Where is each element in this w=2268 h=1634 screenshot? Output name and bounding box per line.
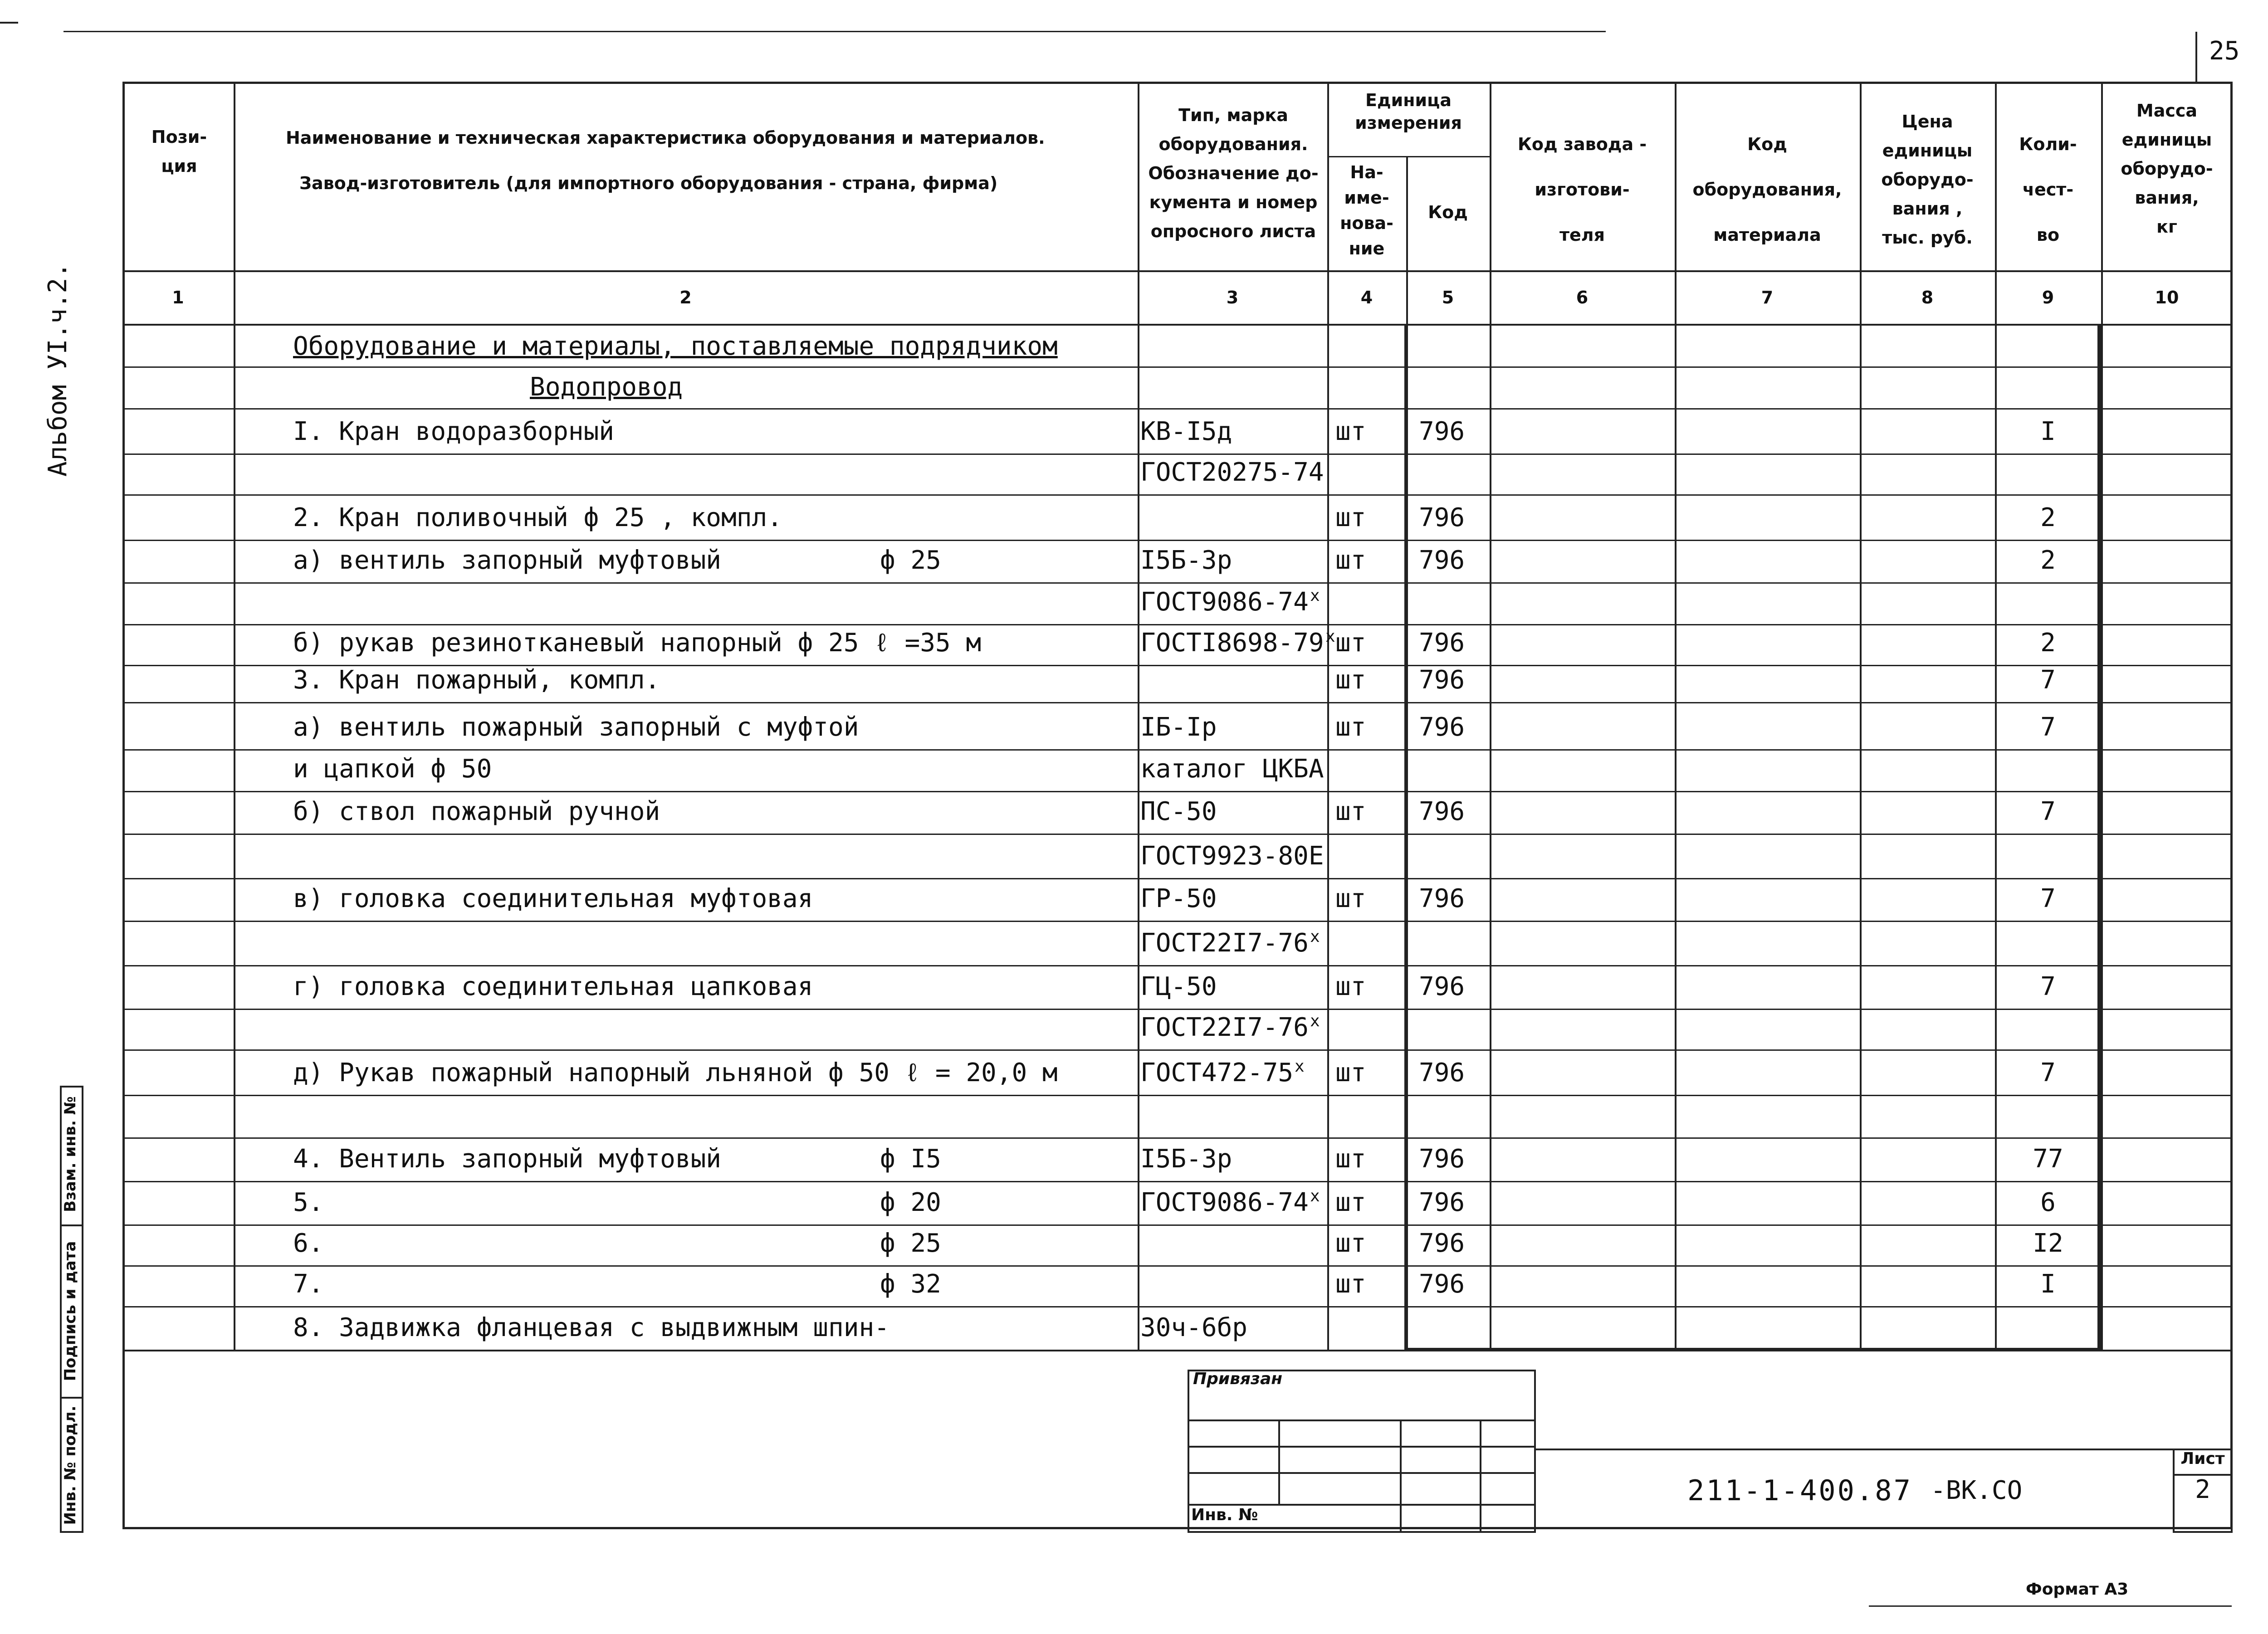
item-qty: I bbox=[2040, 417, 2056, 446]
item-qty: 7 bbox=[2040, 712, 2056, 742]
item-code: 796 bbox=[1419, 546, 1465, 575]
top-rule bbox=[64, 31, 1606, 32]
header-col4: На- име- нова- ние bbox=[1340, 162, 1393, 259]
item-code: 796 bbox=[1419, 1269, 1465, 1299]
tied-vline-2 bbox=[1400, 1419, 1402, 1533]
unit-group-line bbox=[1327, 156, 1490, 157]
item-qty: 77 bbox=[2033, 1144, 2063, 1174]
item-qty: 7 bbox=[2040, 665, 2056, 695]
header-col10: Масса единицы оборудо- вания, кг bbox=[2121, 101, 2213, 237]
item-code: 796 bbox=[1419, 1058, 1465, 1088]
item-name: б) рукав резинотканевый напорный ф 25 ℓ =35 м bbox=[293, 628, 982, 658]
item-type: ГОСТ22I7-76 bbox=[1140, 1013, 1309, 1042]
item-qty: 7 bbox=[2040, 884, 2056, 913]
document-suffix: -ВК.СО bbox=[1931, 1476, 2023, 1505]
stamp-signature-date: Подпись и дата bbox=[61, 1241, 79, 1381]
header-unit-group: Единица измерения bbox=[1355, 90, 1462, 133]
top-dash bbox=[0, 22, 18, 24]
item-unit: шт bbox=[1335, 712, 1366, 742]
row-divider bbox=[122, 1265, 2233, 1267]
tied-line-3 bbox=[1188, 1472, 1536, 1474]
item-unit: шт bbox=[1335, 1058, 1366, 1088]
item-name: 7. bbox=[293, 1269, 324, 1299]
item-type: I5Б-3р bbox=[1140, 1144, 1232, 1174]
list-number: 2 bbox=[2195, 1475, 2210, 1504]
item-qty: 7 bbox=[2040, 797, 2056, 826]
header-col6: Код завода - изготови- теля bbox=[1517, 134, 1647, 245]
stamp-zam-inv: Взам. инв. № bbox=[61, 1096, 79, 1212]
body-bottom-line bbox=[122, 1350, 2233, 1351]
item-qty: 2 bbox=[2040, 628, 2056, 658]
item-type-superscript: x bbox=[1310, 1187, 1320, 1205]
item-type: ГОСТ22I7-76 bbox=[1140, 928, 1309, 958]
album-label: Альбом УI.ч.2. bbox=[43, 263, 73, 477]
item-unit: шт bbox=[1335, 417, 1366, 446]
item-type: ГЦ-50 bbox=[1140, 972, 1217, 1001]
item-type: КВ-I5д bbox=[1140, 417, 1232, 446]
item-diameter: ф 25 bbox=[880, 546, 941, 575]
item-type-superscript: x bbox=[1310, 927, 1320, 946]
row-divider bbox=[122, 1181, 2233, 1182]
subsection-title: Водопровод bbox=[530, 372, 683, 402]
header-col2: Наименование и техническая характеристика оборудования и материалов. Завод-изготовитель (для импортного оборудования - страна, фирма) bbox=[286, 128, 1045, 193]
item-type-sup-wrap bbox=[1295, 1053, 1305, 1093]
item-diameter: ф 32 bbox=[880, 1269, 941, 1299]
item-name: 2. Кран поливочный ф 25 , компл. bbox=[293, 503, 782, 532]
tied-vline-1 bbox=[1278, 1419, 1280, 1504]
item-type: 30ч-6бр bbox=[1140, 1313, 1248, 1342]
item-code: 796 bbox=[1419, 797, 1465, 826]
header-col9: Коли- чест- во bbox=[2019, 134, 2077, 245]
item-code: 796 bbox=[1419, 712, 1465, 742]
item-code: 796 bbox=[1419, 665, 1465, 695]
inv-no-label: Инв. № bbox=[1191, 1506, 1258, 1524]
item-name: б) ствол пожарный ручной bbox=[293, 797, 660, 826]
row-divider bbox=[122, 702, 2233, 703]
page-number: 25 bbox=[2209, 36, 2240, 66]
item-type-sup-wrap bbox=[1310, 1008, 1320, 1048]
col-line-1 bbox=[234, 82, 235, 1351]
item-unit: шт bbox=[1335, 972, 1366, 1001]
item-type: ГОСТ472-75 bbox=[1140, 1058, 1294, 1088]
item-code: 796 bbox=[1419, 1144, 1465, 1174]
item-name: 3. Кран пожарный, компл. bbox=[293, 665, 660, 695]
row-divider bbox=[122, 834, 2233, 835]
row-divider bbox=[122, 921, 2233, 922]
item-type: ГОСТ9923-80Е bbox=[1140, 841, 1324, 871]
item-qty: I2 bbox=[2033, 1229, 2063, 1258]
item-unit: шт bbox=[1335, 884, 1366, 913]
row-divider bbox=[122, 494, 2233, 496]
item-type: IБ-Iр bbox=[1140, 712, 1217, 742]
item-qty: I bbox=[2040, 1269, 2056, 1299]
item-unit: шт bbox=[1335, 628, 1366, 658]
item-type-sup-wrap bbox=[1310, 1183, 1320, 1223]
item-qty: 7 bbox=[2040, 972, 2056, 1001]
item-type-superscript: x bbox=[1310, 1012, 1320, 1030]
document-code: 211-1-400.87 bbox=[1687, 1474, 1912, 1507]
item-name: а) вентиль запорный муфтовый bbox=[293, 546, 722, 575]
colnum-9: 9 bbox=[2042, 288, 2054, 307]
header-col1: Пози- ция bbox=[151, 127, 207, 176]
format-label: Формат А3 bbox=[2026, 1580, 2129, 1599]
tied-vline-3 bbox=[1480, 1419, 1481, 1533]
item-name: в) головка соединительная муфтовая bbox=[293, 884, 813, 913]
row-divider bbox=[122, 1137, 2233, 1139]
row-line-title bbox=[122, 366, 2233, 368]
item-code: 796 bbox=[1419, 628, 1465, 658]
item-type-sup-wrap bbox=[1310, 582, 1320, 622]
item-unit: шт bbox=[1335, 1269, 1366, 1299]
item-type-superscript: x bbox=[1325, 627, 1335, 646]
item-type: ГОСТI8698-79 bbox=[1140, 628, 1324, 658]
item-name: а) вентиль пожарный запорный с муфтой bbox=[293, 712, 859, 742]
row-divider bbox=[122, 1224, 2233, 1226]
item-type-sup-wrap bbox=[1310, 923, 1320, 963]
item-name: и цапкой ф 50 bbox=[293, 754, 492, 784]
item-name: I. Кран водоразборный bbox=[293, 417, 615, 446]
item-unit: шт bbox=[1335, 1229, 1366, 1258]
stamp-inv-podl: Инв. № подл. bbox=[61, 1405, 79, 1525]
item-name: 8. Задвижка фланцевая с выдвижным шпин- bbox=[293, 1313, 890, 1342]
item-diameter: ф I5 bbox=[880, 1144, 941, 1174]
header-col8: Цена единицы оборудо- вания , тыс. руб. bbox=[1881, 112, 1974, 248]
row-divider bbox=[122, 408, 2233, 410]
item-type: каталог ЦКБА bbox=[1140, 754, 1324, 784]
item-code: 796 bbox=[1419, 884, 1465, 913]
row-divider bbox=[122, 965, 2233, 966]
title-block-top bbox=[1536, 1449, 2233, 1450]
colnum-3: 3 bbox=[1226, 288, 1239, 307]
colnum-5: 5 bbox=[1442, 288, 1454, 307]
item-qty: 2 bbox=[2040, 546, 2056, 575]
col-line-9 bbox=[2101, 82, 2103, 1351]
item-type-superscript: x bbox=[1295, 1057, 1305, 1076]
item-code: 796 bbox=[1419, 417, 1465, 446]
format-rule bbox=[1869, 1605, 2232, 1607]
item-name: 5. bbox=[293, 1188, 324, 1217]
header-col5: Код bbox=[1428, 202, 1468, 222]
item-qty: 2 bbox=[2040, 503, 2056, 532]
header-col3: Тип, марка оборудования. Обозначение до- кумента и номер опросного листа bbox=[1148, 105, 1319, 241]
header-bottom-line bbox=[122, 270, 2233, 272]
tied-line-2 bbox=[1188, 1446, 1536, 1448]
item-unit: шт bbox=[1335, 546, 1366, 575]
item-unit: шт bbox=[1335, 665, 1366, 695]
colnum-1: 1 bbox=[172, 288, 184, 307]
item-type: ГОСТ9086-74 bbox=[1140, 1188, 1309, 1217]
colnum-10: 10 bbox=[2155, 288, 2179, 307]
item-diameter: ф 25 bbox=[880, 1229, 941, 1258]
item-type: ГР-50 bbox=[1140, 884, 1217, 913]
item-code: 796 bbox=[1419, 503, 1465, 532]
item-type-sup-wrap bbox=[1325, 623, 1335, 663]
row-divider bbox=[122, 1306, 2233, 1307]
item-diameter: ф 20 bbox=[880, 1188, 941, 1217]
list-label: Лист bbox=[2180, 1449, 2225, 1468]
item-type: ПС-50 bbox=[1140, 797, 1217, 826]
item-unit: шт bbox=[1335, 503, 1366, 532]
col-line-2 bbox=[1138, 82, 1139, 1351]
page-number-divider bbox=[2195, 32, 2197, 82]
item-unit: шт bbox=[1335, 797, 1366, 826]
item-type: I5Б-3р bbox=[1140, 546, 1232, 575]
header-col7: Код оборудования, материала bbox=[1692, 134, 1842, 245]
item-name: 4. Вентиль запорный муфтовый bbox=[293, 1144, 722, 1174]
item-type-superscript: x bbox=[1310, 586, 1320, 605]
col-line-3 bbox=[1327, 82, 1329, 1351]
tied-line-1 bbox=[1188, 1419, 1536, 1421]
item-qty: 6 bbox=[2040, 1188, 2056, 1217]
item-name: 6. bbox=[293, 1229, 324, 1258]
item-name: г) головка соединительная цапковая bbox=[293, 972, 813, 1001]
tied-label: Привязан bbox=[1193, 1370, 1283, 1388]
colnum-7: 7 bbox=[1761, 288, 1774, 307]
item-code: 796 bbox=[1419, 1188, 1465, 1217]
item-name: д) Рукав пожарный напорный льняной ф 50 ℓ = 20,0 м bbox=[293, 1058, 1058, 1088]
section-title: Оборудование и материалы, поставляемые подрядчиком bbox=[293, 332, 1058, 361]
item-unit: шт bbox=[1335, 1188, 1366, 1217]
item-type: ГОСТ9086-74 bbox=[1140, 587, 1309, 617]
item-type: ГОСТ20275-74 bbox=[1140, 458, 1324, 487]
item-code: 796 bbox=[1419, 1229, 1465, 1258]
colnum-4: 4 bbox=[1360, 288, 1373, 307]
row-divider bbox=[122, 1095, 2233, 1096]
item-qty: 7 bbox=[2040, 1058, 2056, 1088]
item-code: 796 bbox=[1419, 972, 1465, 1001]
item-unit: шт bbox=[1335, 1144, 1366, 1174]
colnum-8: 8 bbox=[1921, 288, 1934, 307]
row-divider bbox=[122, 1049, 2233, 1051]
colnum-6: 6 bbox=[1576, 288, 1589, 307]
colnum-2: 2 bbox=[679, 288, 692, 307]
